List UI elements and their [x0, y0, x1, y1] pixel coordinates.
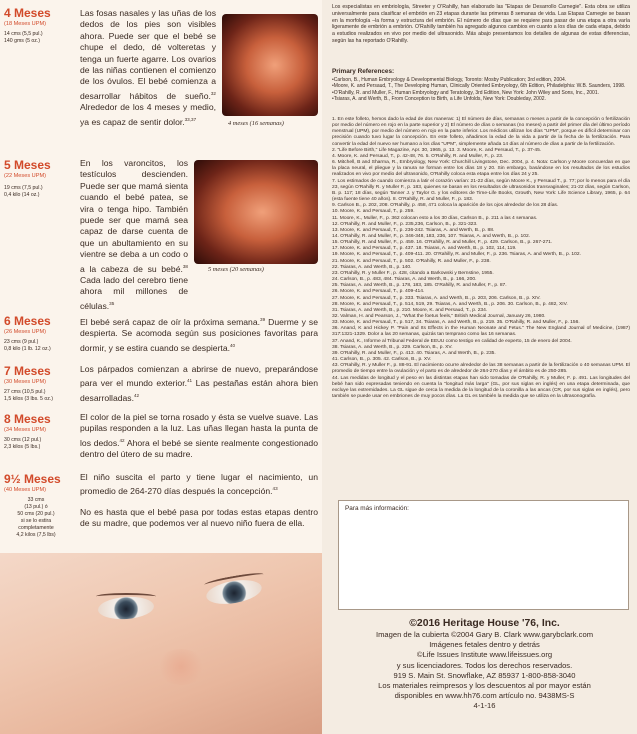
stage-length: 23 cms (9 pul.) [4, 339, 39, 345]
footnote-ref: 39 [260, 317, 266, 322]
revision-date: 4-1-16 [473, 701, 496, 711]
stage-text-part2: Ahora el bebé se siente realmente congestionado dentro del útero de su madre. [80, 437, 318, 460]
baby-nose [156, 649, 206, 685]
footnote-item: 27. Moore, K. and Persaud, T., p. 333. Tsiaras, A. and Werth, B., p. 203, 206. Carlson, B., p. XIV. [332, 295, 541, 301]
stage-text-part1: Las fosas nasales y las uñas de los dedos de los pies son visibles ahora. Puede ser que el bebé se chupe el dedo, dé volteretas y tenga un fuerte agarre. Los ovarios de las niñas contienen el comienzo de los óvulos. El bebé comienza a desarrollar hábitos de sueño. [80, 8, 216, 101]
stage-length: 30 cms (12 pul.) [4, 437, 42, 443]
stage-text-part2: Cada lado del cerebro tiene ahora mil millones de células. [80, 274, 188, 311]
footnote-item: 38. Tsiaras, A. and Werth, B., p. 229. Carlson, B., p. XV. [332, 344, 453, 350]
footnote-item: 25. Tsiaras, A. and Werth, B., p. 178, 183, 185. O'Rahilly, R. and Muller, F., p. 87. [332, 283, 507, 289]
stage-description [80, 8, 216, 128]
stage-text-part1: En los varoncitos, los testículos descienden. Puede ser que mamá sienta cuando el bebé patea, se vira o tenga hipo. También puede ser que mamá sea capaz de darse cuenta de que un abultamiento en su vientre se deba a un codo o a la cabeza de su bebé. [80, 158, 188, 274]
footnote-item: 26. Moore, K. and Persaud, T., p. 409-414. [332, 289, 425, 295]
stage-upm: (34 Meses UPM) [4, 427, 46, 433]
footnote-item: 44. Las medidas de longitud y el peso en las distintas etapas han sido tomadas de O'Rahilly, R. y Muller, F. p. 491. Las longitudes del bebé han sido expresadas teniendo en cuenta la "longitud más larga" (GL, por sus siglas en inglés) en una etapa determinada, que excluye las extremidades. La GL sigue de cerca la medida de la longitud de la coronilla a las ancas (CR, por sus siglas en inglés), pero también se puede usar en embriones de muy pocos días. La GL es también la medida que se utiliza en la ultrasonografía. [332, 375, 630, 400]
stage-weight: 140 gms (5 oz.) [4, 38, 41, 44]
footnote-item: 24. Carlson, B., p. 483, 484. Tsiaras, A. and Werth, B., p. 166, 200. [332, 277, 477, 283]
stage-text-part1: Los párpados comienzan a abrirse de nuevo, preparándose para ver el mundo exterior. [80, 364, 318, 389]
stage-description [80, 314, 318, 354]
publisher-address: 919 S. Main St. Snowflake, AZ 85937 1-800-858-3040 [393, 670, 576, 680]
footnote-item: 10. Moore, K. and Persaud, T., p. 259. [332, 209, 415, 215]
stage-weight: 0,4 kilo (14 oz.) [4, 192, 40, 198]
footnote-item: 32. Valman, H. and Pearson, J., "What the foetus feels," British Medical Journal, January 26, 1980. [332, 314, 546, 319]
closing-text: No es hasta que el bebé pasa por todas estas etapas dentro de su madre, que podemos ver al nuevo niño fuera de ella. [80, 507, 318, 529]
footnote-item: 12. O'Rahilly, R. and Muller, F., p. 235,236, Carlson, B., p. 321-323. [332, 221, 478, 227]
copyright-line: ©2016 Heritage House '76, Inc. [409, 618, 560, 629]
stage-length: 19 cms (7,5 pul.) [4, 185, 43, 191]
item-number: disponibles en www.hh76.com artículo no. 9438MS-S [394, 691, 575, 701]
stage-size [4, 437, 72, 451]
stage-label [4, 412, 72, 451]
fetus-5-months-photo [194, 160, 318, 264]
stage-months: 5 Meses [4, 158, 51, 172]
footnote-ref: 43 [272, 486, 278, 492]
reference-item: •O'Rahilly, R. and Muller, F., Human Embryology and Teratology, 3rd Edition, New York: John Wiley and Sons, Inc., 2001. [332, 89, 600, 96]
stage-description [80, 472, 318, 498]
footnote-item: 17. Moore, K. and Persaud, T., p. 437. 18. Tsiaras, A. and Werth, B., p. 102, 114, 119. [332, 246, 517, 252]
primary-references-list [332, 77, 630, 103]
references-column [332, 0, 637, 734]
stage-label [4, 314, 72, 353]
footnote-item: 7. Los estimados de cuando comienza a latir el corazón varían: 21-22 días, según Moore K., y Persaud T., p. 77; por lo menos para el día 23, según O'Rahilly R. y Muller F., p. 183, quienes se basan en los resultados de ultrasonidos transvaginales; 21-22 días, según Carlson, B. p. 117; 18 días, según Tanner J. y Taylor G. y los editores de Time-Life Books, Growth, New York: Life Science Library, 1965, p. 64 (esta fuente tiene 40 años). 8. O'Rahilly, R. and Muller, F., p. 183. [332, 178, 630, 203]
stage-size [4, 339, 72, 353]
stage-length-note-2: completamente [18, 525, 54, 531]
photo-caption: 4 meses (16 semanas) [228, 120, 284, 127]
stage-weight: 2,3 kilos (5 lbs.) [4, 444, 41, 450]
life-issues-credit: ©Life Issues Institute www.lifeissues.org [416, 650, 553, 660]
footnote-item: 39. O'Rahilly, R. and Muller, F., p. 413. 40. Tsiaras, A. and Werth, B., p. 235. [332, 350, 496, 356]
stage-months: 9½ Meses [4, 472, 61, 486]
stage-length-note: si se lo estira [20, 518, 52, 524]
footnote-item: 23. O'Rahilly, R. y Muller F., p. 428, citando a Barkowski y Bernstine, 1955. [332, 270, 494, 276]
footnote-item: 1. En este folleto, hemos dado la edad de dos maneras: 1) El número de días, semanas o meses a partir de la concepción o fertilización por medio del número en rojo en la parte superior y 2) El número de días o semanas (no meses) a partir del primer día del último período menstrual (UPM), por medio del número en rojo en la parte inferior. Los médicos utilizan los días "UPM", porque es difícil determinar con precisión cuando tuvo lugar la concepción. En este folleto, añadimos la edad de la vida a partir de la fecha de la fertilización. Para convertir la edad del nuevo ser humano a los días "UPM", simplemente añada 14 días al número de días a partir de la fertilización. [332, 117, 630, 147]
stage-size [4, 497, 68, 539]
fetus-4-months-photo [222, 14, 318, 116]
stage-weight: 4,2 kilos (7,5 lbs) [16, 532, 56, 538]
stage-length: 33 cms [27, 497, 45, 503]
stage-upm: (30 Meses UPM) [4, 379, 46, 385]
footnote-ref: 40 [230, 342, 236, 348]
rights-reserved: y sus licenciadores. Todos los derechos reservados. [396, 660, 573, 670]
footnote-item: 6. Mitchell, B and Sharma, R., Embryology, New York: Churchill Livingstone, Dec. 2004, p. 4. Nota: Carlson y Moore concuerdan en que la placa neural, el pliegue y la ranura se forman entre los días 18 y 20. Sin embargo, basándose en los resultados de los estudios realizados en vivo por medio del ultrasonido, O'Rahilly coloca esta etapa entre los días 24 y 25. [332, 160, 630, 178]
stage-text-part2: Duerme y se despierta. Se acomoda según sus posiciones favoritas para dormir, y se estira cuando se despierta. [80, 316, 319, 353]
reference-item: •Tsiaras, A. and Werth, B., From Conception to Birth, a Life Unfolds, New York: Doubleday, 2002. [332, 96, 546, 103]
stage-months: 4 Meses [4, 6, 51, 20]
carnegie-intro: Los especialistas en embriología, Streeter y O'Rahilly, han elaborado las "Etapas de Desarrollo Carnegie". Esta obra se utiliza universalmente para clasificar el embrión en 23 etapas durante las primeras 8 semanas de vida. Las Etapas Carnegie se basan en la morfología –la forma y estructura del embrión. El número de días que se requiere para pasar de una etapa a otra varía ligeramente de embrión a embrión. O'Rahilly también ha agregado algunos cambios en cuanto a los días de cada etapa, debido a estudios realizados en vivo por medio del ultrasonido. Más abajo presentamos los detalles de algunas de estas diferencias, según las ha reportado O'Rahilly. [332, 4, 630, 44]
footnote-ref: 33,37 [184, 116, 197, 122]
footnote-item: 9. Carlson B., p. 202, 208. O'Rahilly, p. 458, 471 coloca la aparición de los ojos alrededor de los 28 días. [332, 203, 559, 209]
stage-description [80, 158, 188, 312]
stage-description [80, 412, 318, 460]
footnotes-list [332, 117, 630, 400]
photo-caption: 5 meses (20 semanas) [208, 266, 264, 273]
footnote-ref: 42 [119, 437, 125, 443]
footnote-ref: 32 [210, 90, 216, 96]
footnote-item: 31. Tsiaras, A. and Werth, B., p. 210. Moore, K. and Persaud, T., p. 234. [332, 307, 488, 313]
stage-label [4, 364, 72, 403]
footnote-item: 21. Moore, K. and Persaud, T., p. 502. O'Rahilly, R. and Muller, F., p. 238. [332, 258, 491, 264]
footnote-item: 41. Carlson, B., p. 305. 42. Carlson, B., p. XV. [332, 357, 432, 363]
stage-upm: (40 Meses UPM) [4, 487, 46, 493]
stage-text-part1: El niño suscita el parto y tiene lugar el nacimiento, un promedio de 264-270 días después la concepción. [80, 472, 318, 497]
stage-upm: (18 Meses UPM) [4, 21, 46, 27]
reprints-notice: Los materiales reimpresos y los descuentos al por mayor están [378, 681, 591, 691]
baby-eyelid-left [96, 593, 156, 600]
footnote-item: 43. O'Rahilly, R. y Muller F., p. 88-91. El nacimiento ocurre alrededor de las 38 semanas a partir de la fertilización o 40 semanas UPM. El promedio de tiempo entre la ovulación y el parto es de alrededor de 264-270 días y el ámbito es de 250-285. [332, 363, 630, 375]
footnote-ref: 35 [109, 300, 115, 306]
reference-item: •Carlson, B., Human Embryology & Developmental Biology, Toronto: Mosby Publication; 3rd edition, 2004. [332, 77, 567, 83]
stage-weight: 1,5 kilos (3 lbs. 5 oz.) [4, 396, 54, 402]
footnote-item: 11. Moore, K., Muller, F., p. 362 colocan esto a los 30 días, Carlson B., p. 211 a las 4 semanas. [332, 215, 538, 221]
cover-image-credit: Imagen de la cubierta ©2004 Gary B. Clark www.garybclark.com [375, 630, 594, 639]
footnote-item: 33. Moore, K. and Persaud, T., p. 517, 34. Tsiaras, A. and Werth, B., p. 219. 35. O'Rahilly, R. and Muller, F., p. 156. [332, 320, 580, 326]
publisher-footer [332, 617, 637, 712]
footnote-item: 37. Anand, K., Informe al Tribunal Federal de EEUU como testigo en calidad de experto, 15 de enero del 2004. [332, 338, 572, 344]
stage-label [4, 158, 72, 199]
stage-upm: (22 Meses UPM) [4, 173, 46, 179]
stage-label [4, 6, 72, 45]
stage-text-part2: Las pestañas están ahora bien desarrolladas. [80, 378, 318, 403]
footnote-item: 22. Tsiaras, A. and Werth, B., p. 140. [332, 264, 412, 270]
footnote-ref: 38 [182, 263, 188, 269]
more-info-box[interactable] [338, 500, 629, 610]
stage-text-part1: El bebé será capaz de oír la próxima semana. [80, 316, 261, 327]
stage-upm: (26 Meses UPM) [4, 329, 46, 335]
footnote-item: 36. Anand, K and Hickey P. "Pain and Its Effects in the Human Neonate and Fetus." The New England Journal of Medicine, (1987) 317:1321-1329. Dolor a las 20 semanas, quizás tan temprano como las 16 semanas. [332, 326, 630, 338]
fetal-images-credit: Imágenes fetales dentro y detrás [429, 640, 540, 650]
footnote-ref: 42 [133, 392, 140, 398]
footnote-item: 28. Moore, K. and Persaud, T., p. 514, 519, 29. Tsiaras, A. and Werth, B., p. 206. 30. Carlson, B., p. 482, XIV. [332, 301, 568, 307]
stage-months: 7 Meses [4, 364, 51, 378]
footnote-ref: 41 [186, 378, 193, 384]
stage-length-inches: (13 pul.) ó [24, 504, 48, 510]
stage-length-stretched: 50 cms (20 pul.) [17, 511, 55, 517]
stage-text-part2: Alrededor de los 4 meses y medio, ya es capaz de sentir dolor. [80, 102, 216, 127]
stage-text-part1: El color de la piel se torna rosado y ésta se vuelve suave. Las pupilas responden a la luz. Las uñas llegan hasta la punta de los dedos. [80, 412, 318, 448]
footnote-item: 2. "Life Before Birth," Life Magazine, Apr. 30, 1965, p. 13. 3. Moore, K. and Persaud, T., p. 37-45. [332, 147, 542, 153]
newborn-face-photo [0, 553, 322, 734]
reference-item: •Moore, K. and Persaud, T., The Developing Human, Clinically Oriented Embryology, 6th Edition, Philadelphia: W.B. Saunders, 1998. [332, 83, 626, 90]
stage-months: 6 Meses [4, 314, 51, 328]
footnote-item: 4. Moore, K. and Persaud, T., p. 42-48, 76. 5. O'Rahilly, R. and Muller, F., p. 23. [332, 153, 504, 159]
more-info-label: Para más información: [345, 505, 409, 512]
footnote-item: 14. O'Rahilly, R. and Muller, F., p. 346-348, 183, 236, 107. Tsiaras, A. and Werth, B., p. 102. [332, 233, 531, 239]
stage-length: 27 cms (10,5 pul.) [4, 389, 46, 395]
primary-references-title: Primary References: [332, 68, 395, 75]
stage-size [4, 31, 72, 45]
footnote-item: 19. Moore, K. and Persaud, T., p. 409-411. 20. O'Rahilly, R. and Muller, F., p. 236. Tsiaras, A. and Werth, B., p. 102. [332, 252, 581, 258]
stage-size [4, 389, 72, 403]
stage-label [4, 472, 72, 539]
stage-weight: 0,8 kilo (1 lb. 12 oz.) [4, 346, 51, 352]
footnote-item: 13. Moore, K. and Persaud, T., p. 236-242. Tsiaras, A. and Werth, B., p. 88. [332, 227, 495, 233]
footnote-item: 15. O'Rahilly, R. and Muller, F., p. 459. 16. O'Rahilly, R. and Muller, F., p. 429. Carlson, B., p. 267-271. [332, 240, 553, 246]
stage-size [4, 185, 72, 199]
stage-months: 8 Meses [4, 412, 51, 426]
stage-length: 14 cms (5,5 pul.) [4, 31, 43, 37]
stage-description [80, 364, 318, 404]
